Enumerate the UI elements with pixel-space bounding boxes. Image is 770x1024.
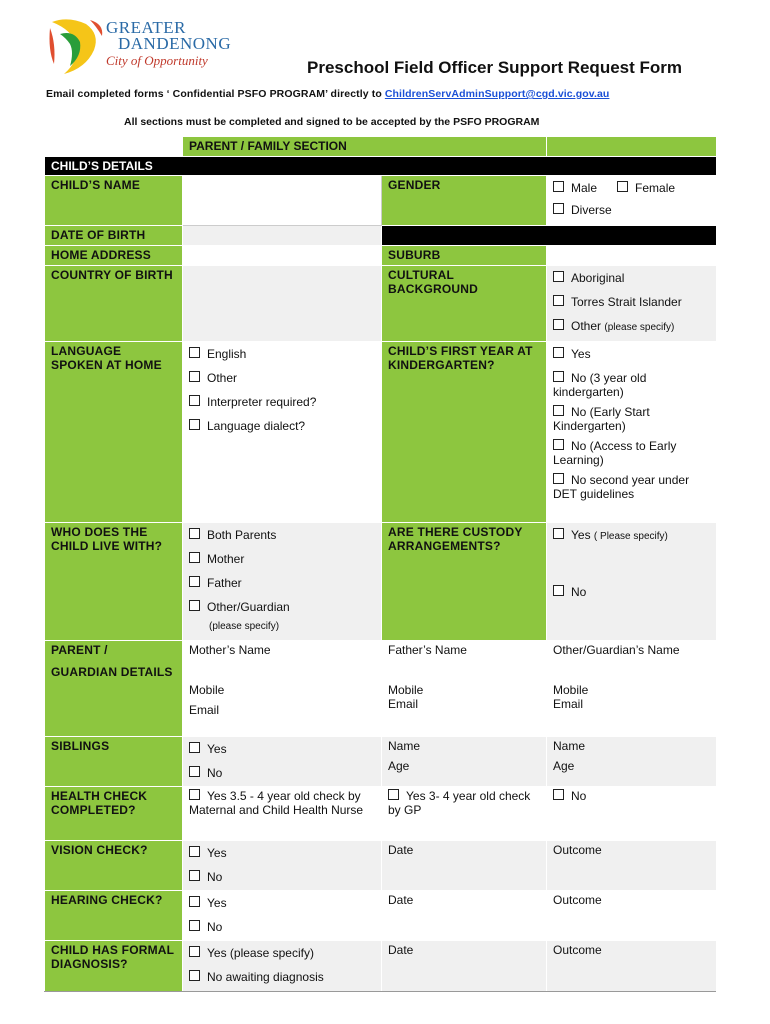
- guardian-label-1: PARENT /: [51, 643, 108, 657]
- sibling-name-label: Name: [388, 739, 421, 753]
- diagnosis-yes-label: Yes (please specify): [207, 946, 314, 960]
- gender-label: GENDER: [382, 176, 547, 226]
- english-label: English: [207, 347, 247, 361]
- language-options: [183, 342, 382, 523]
- father-label: Father: [207, 576, 242, 590]
- other-mobile-label: Mobile: [553, 683, 589, 697]
- mother-details[interactable]: [183, 641, 382, 737]
- fathers-name-label: Father’s Name: [388, 643, 467, 657]
- first-year-early-label: No (Early Start Kindergarten): [553, 405, 650, 433]
- logo-line-1: GREATER: [106, 18, 186, 37]
- health-mch-label: Yes 3.5 - 4 year old check by Maternal and Child Health Nurse: [189, 789, 364, 817]
- country-label: COUNTRY OF BIRTH: [45, 266, 183, 342]
- interpreter-checkbox[interactable]: [189, 395, 200, 406]
- vision-outcome[interactable]: Outcome: [547, 841, 717, 891]
- mother-email-label: Email: [189, 703, 220, 717]
- diagnosis-outcome[interactable]: Outcome: [547, 941, 717, 993]
- first-year-label: CHILD’S FIRST YEAR AT KINDERGARTEN?: [382, 342, 547, 523]
- guardian-checkbox[interactable]: [189, 600, 200, 611]
- hearing-yes-checkbox[interactable]: [189, 896, 200, 907]
- health-mch-checkbox[interactable]: [189, 789, 200, 800]
- hearing-yes-label: Yes: [207, 896, 227, 910]
- health-gp-checkbox[interactable]: [388, 789, 399, 800]
- custody-yes-label: Yes: [571, 528, 591, 542]
- english-checkbox[interactable]: [189, 347, 200, 358]
- first-year-yes-label: Yes: [571, 347, 591, 361]
- hearing-label: HEARING CHECK?: [45, 891, 183, 941]
- diagnosis-yes-checkbox[interactable]: [189, 946, 200, 957]
- mother-checkbox[interactable]: [189, 552, 200, 563]
- dob-label: DATE OF BIRTH: [45, 226, 183, 246]
- email-link[interactable]: ChildrenServAdminSupport@cgd.vic.gov.au: [384, 88, 610, 100]
- health-opt2: [382, 787, 547, 841]
- father-details[interactable]: [382, 641, 547, 737]
- sibling-name-age-2[interactable]: [547, 737, 717, 787]
- first-year-yes-checkbox[interactable]: [553, 347, 564, 358]
- siblings-yes-label: Yes: [207, 742, 227, 756]
- father-email-label: Email: [388, 697, 419, 711]
- male-checkbox[interactable]: [553, 181, 564, 192]
- hearing-options: [183, 891, 382, 941]
- first-year-no3-checkbox[interactable]: [553, 371, 564, 382]
- diagnosis-label: CHILD HAS FORMAL DIAGNOSIS?: [45, 941, 183, 993]
- dob-field[interactable]: [183, 226, 382, 246]
- guardian-label: Other/Guardian: [207, 600, 290, 614]
- country-field[interactable]: [183, 266, 382, 342]
- cultural-specify-note: (please specify): [604, 322, 675, 333]
- first-year-access-checkbox[interactable]: [553, 439, 564, 450]
- language-label: LANGUAGE SPOKEN AT HOME: [45, 342, 183, 523]
- vision-no-label: No: [207, 870, 223, 884]
- sibling2-age-label: Age: [553, 759, 575, 773]
- vision-date[interactable]: Date: [382, 841, 547, 891]
- diverse-label: Diverse: [571, 203, 612, 217]
- mother-mobile-label: Mobile: [189, 683, 225, 697]
- live-with-options: [183, 523, 382, 641]
- father-mobile-label: Mobile: [388, 683, 424, 697]
- childs-name-field[interactable]: [183, 176, 382, 226]
- first-year-early-checkbox[interactable]: [553, 405, 564, 416]
- other-name-label: Other/Guardian’s Name: [553, 643, 680, 657]
- first-year-det-checkbox[interactable]: [553, 473, 564, 484]
- section-header: PARENT / FAMILY SECTION: [183, 137, 547, 157]
- first-year-access-label: No (Access to Early Learning): [553, 439, 677, 467]
- vision-yes-checkbox[interactable]: [189, 846, 200, 857]
- first-year-options: [547, 342, 717, 523]
- email-prefix: Email completed forms ‘ Confidential PSFO PROGRAM’ directly to: [46, 88, 385, 100]
- suburb-field[interactable]: [547, 246, 717, 266]
- custody-no-label: No: [571, 585, 587, 599]
- guardian-details-label: [45, 641, 183, 737]
- both-parents-checkbox[interactable]: [189, 528, 200, 539]
- custody-label: ARE THERE CUSTODY ARRANGEMENTS?: [382, 523, 547, 641]
- childs-name-label: CHILD’S NAME: [45, 176, 183, 226]
- siblings-label: SIBLINGS: [45, 737, 183, 787]
- siblings-no-checkbox[interactable]: [189, 766, 200, 777]
- siblings-options: [183, 737, 382, 787]
- diverse-checkbox[interactable]: [553, 203, 564, 214]
- torres-checkbox[interactable]: [553, 295, 564, 306]
- custody-options: [547, 523, 717, 641]
- logo-wordmark: [106, 20, 231, 70]
- other-guardian-details[interactable]: [547, 641, 717, 737]
- cultural-options: [547, 266, 717, 342]
- form-table: [44, 136, 717, 993]
- vision-yes-label: Yes: [207, 846, 227, 860]
- guardian-specify-note: (please specify): [209, 621, 280, 632]
- female-label: Female: [635, 181, 676, 195]
- other-email-label: Email: [553, 697, 584, 711]
- female-checkbox[interactable]: [617, 181, 628, 192]
- siblings-no-label: No: [207, 766, 223, 780]
- dialect-checkbox[interactable]: [189, 419, 200, 430]
- torres-label: Torres Strait Islander: [571, 295, 682, 309]
- first-year-no3-label: No (3 year old kindergarten): [553, 371, 647, 399]
- language-other-label: Other: [207, 371, 238, 385]
- vision-no-checkbox[interactable]: [189, 870, 200, 881]
- page-title: Preschool Field Officer Support Request Form: [307, 58, 682, 77]
- health-opt1: [183, 787, 382, 841]
- diagnosis-no-label: No awaiting diagnosis: [207, 970, 324, 984]
- cultural-label: CULTURAL BACKGROUND: [382, 266, 547, 342]
- vision-options: [183, 841, 382, 891]
- home-address-label: HOME ADDRESS: [45, 246, 183, 266]
- hearing-no-label: No: [207, 920, 223, 934]
- mothers-name-label: Mother’s Name: [189, 643, 271, 657]
- email-instructions: [46, 88, 609, 100]
- vision-label: VISION CHECK?: [45, 841, 183, 891]
- logo-tagline: City of Opportunity: [106, 53, 208, 68]
- hearing-date[interactable]: Date: [382, 891, 547, 941]
- custody-no-checkbox[interactable]: [553, 585, 564, 596]
- hearing-no-checkbox[interactable]: [189, 920, 200, 931]
- frame-bottom-border: [44, 991, 716, 992]
- hearing-outcome[interactable]: Outcome: [547, 891, 717, 941]
- gender-options: [547, 176, 717, 226]
- cultural-other-label: Other: [571, 319, 602, 333]
- live-with-label: WHO DOES THE CHILD LIVE WITH?: [45, 523, 183, 641]
- diagnosis-date[interactable]: Date: [382, 941, 547, 993]
- diagnosis-no-checkbox[interactable]: [189, 970, 200, 981]
- health-no-checkbox[interactable]: [553, 789, 564, 800]
- logo-line-2: DANDENONG: [118, 34, 232, 53]
- father-checkbox[interactable]: [189, 576, 200, 587]
- both-parents-label: Both Parents: [207, 528, 277, 542]
- guardian-label-2: GUARDIAN DETAILS: [51, 665, 173, 679]
- sibling-age-label: Age: [388, 759, 410, 773]
- suburb-label: SUBURB: [382, 246, 547, 266]
- health-gp-label: Yes 3- 4 year old check by GP: [388, 789, 531, 817]
- home-address-field[interactable]: [183, 246, 382, 266]
- completion-note: All sections must be completed and signed to be accepted by the PSFO PROGRAM: [124, 116, 540, 128]
- aboriginal-label: Aboriginal: [571, 271, 625, 285]
- first-year-det-label: No second year under DET guidelines: [553, 473, 690, 501]
- dialect-label: Language dialect?: [207, 419, 306, 433]
- health-opt3: [547, 787, 717, 841]
- language-other-checkbox[interactable]: [189, 371, 200, 382]
- childs-details-header: CHILD’S DETAILS: [45, 157, 717, 176]
- siblings-yes-checkbox[interactable]: [189, 742, 200, 753]
- custody-yes-checkbox[interactable]: [553, 528, 564, 539]
- cultural-other-checkbox[interactable]: [553, 319, 564, 330]
- mother-label: Mother: [207, 552, 245, 566]
- sibling-name-age[interactable]: [382, 737, 547, 787]
- male-label: Male: [571, 181, 598, 195]
- diagnosis-options: [183, 941, 382, 993]
- health-no-label: No: [571, 789, 587, 803]
- custody-specify-note: ( Please specify): [593, 531, 668, 542]
- interpreter-label: Interpreter required?: [207, 395, 317, 409]
- sibling2-name-label: Name: [553, 739, 586, 753]
- aboriginal-checkbox[interactable]: [553, 271, 564, 282]
- health-label: HEALTH CHECK COMPLETED?: [45, 787, 183, 841]
